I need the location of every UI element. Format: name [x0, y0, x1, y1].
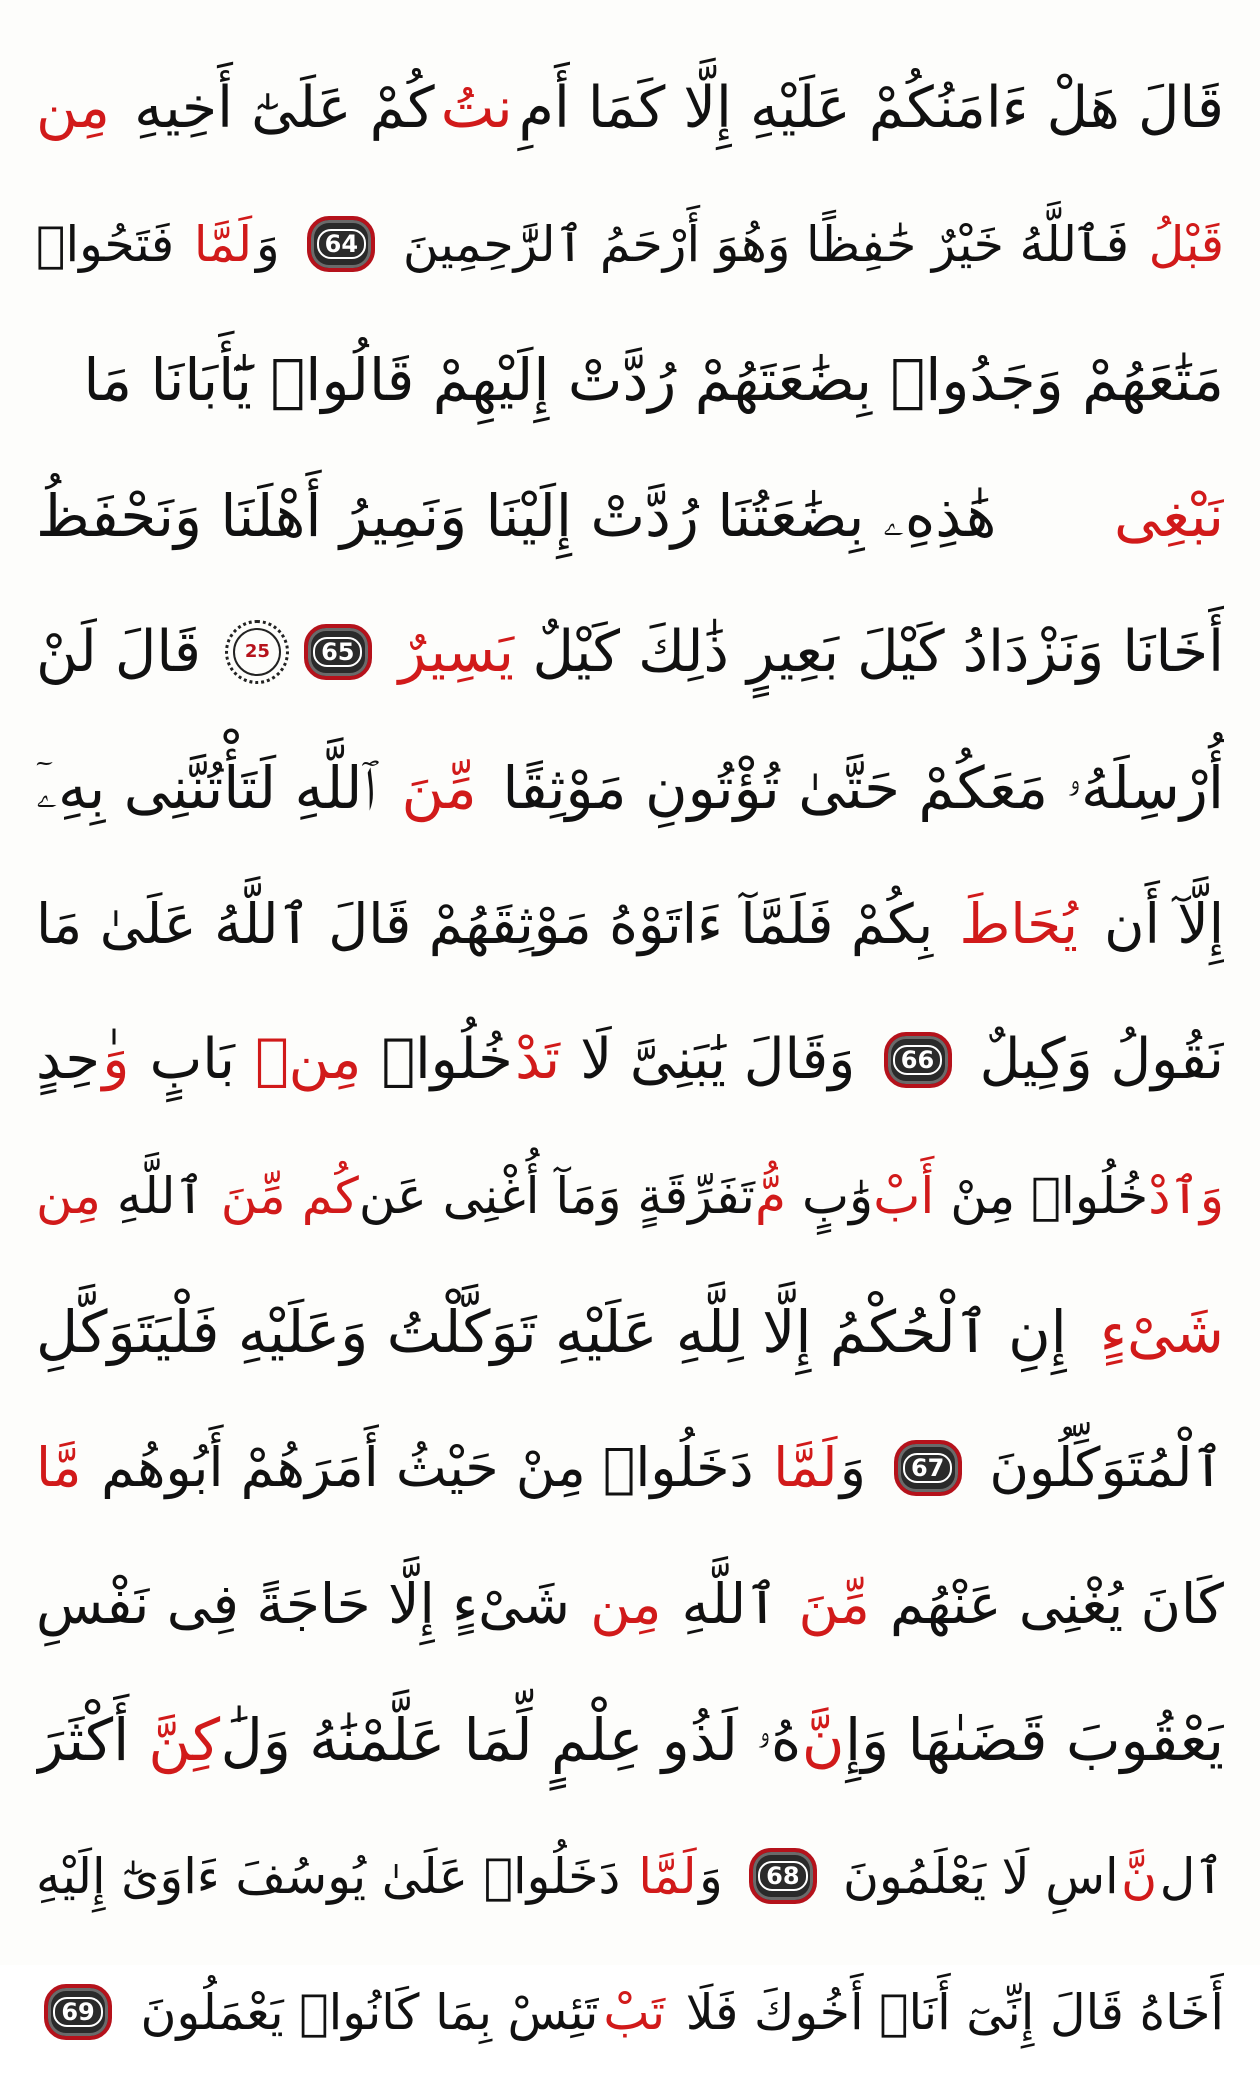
tajweed-highlight: وَ [102, 1027, 130, 1092]
verse-text: أَخَانَا وَنَزْدَادُ كَيْلَ بَعِيرٍ ذَٰلِكَ كَيْلٌ [514, 618, 1224, 685]
tajweed-highlight: تَبْ [603, 1983, 666, 2041]
verse-text: خُلُوا۟ مِنْ [934, 1167, 1149, 1225]
text-line [36, 40, 1224, 176]
verse-text: بَابٍ [131, 1027, 253, 1092]
verse-text: يَعْقُوبَ قَضَىٰهَا وَإِ [845, 1706, 1224, 1774]
tajweed-highlight: نَّ [1121, 1847, 1158, 1905]
verse-text: أُرْسِلَهُۥ مَعَكُمْ حَتَّىٰ تُؤْتُونِ مَوْثِقًا [483, 754, 1224, 822]
tajweed-highlight: كِنَّ [148, 1706, 221, 1774]
text-line [36, 856, 1224, 992]
verse-text: خُلُوا۟ [363, 1027, 513, 1092]
verse-text: ٱللَّهِ [100, 1167, 221, 1225]
verse-text: شَىْءٍ إِلَّا حَاجَةً فِى نَفْسِ [36, 1571, 588, 1636]
text-line [36, 720, 1224, 856]
text-line [36, 1944, 1224, 2080]
verse-text: وَقَالَ يَٰبَنِىَّ لَا [562, 1027, 874, 1092]
verse-text: مَتَٰعَهُمْ وَجَدُوا۟ بِضَٰعَتَهُمْ رُدَّتْ إِلَيْهِمْ قَالُوا۟ يَٰٓأَبَانَا مَا [83, 346, 1224, 414]
ayah-number: 68 [758, 1861, 807, 1891]
verse-text: وَ [699, 1847, 739, 1905]
verse-text: اسِ لَا يَعْلَمُونَ [827, 1847, 1119, 1905]
verse-text: وَ [839, 1436, 884, 1499]
tajweed-highlight: وَٱدْ [1148, 1167, 1224, 1225]
verse-text: وَٰبٍ [786, 1167, 874, 1225]
tajweed-highlight: لَمَّا [773, 1436, 838, 1499]
text-line [36, 448, 1224, 584]
verse-text: وَ [256, 215, 296, 273]
verse-text: فَٱللَّهُ خَيْرٌ حَٰفِظًا وَهُوَ أَرْحَمُ ٱلرَّٰحِمِينَ [387, 215, 1145, 273]
verse-text: تَئِسْ بِمَا كَانُوا۟ يَعْمَلُونَ [124, 1983, 599, 2041]
verse-text [380, 624, 398, 681]
verse-text [286, 1171, 302, 1221]
text-line [36, 1808, 1224, 1944]
text-line [36, 312, 1224, 448]
text-line [36, 1672, 1224, 1808]
tajweed-highlight: مِّنَ [401, 754, 477, 822]
text-line [36, 1128, 1224, 1264]
text-line [36, 1400, 1224, 1536]
text-line [36, 992, 1224, 1128]
ayah-number: 67 [903, 1453, 952, 1483]
ayah-number: 65 [313, 637, 362, 667]
ayah-end-icon [884, 1032, 952, 1088]
verse-text: كُمْ عَلَىٰٓ أَخِيهِ [116, 74, 435, 141]
verse-text: كَانَ يُغْنِى عَنْهُم [872, 1571, 1224, 1636]
tajweed-highlight: نتُ [440, 74, 513, 141]
verse-text: أَكْثَرَ [36, 1706, 148, 1774]
text-line [36, 176, 1224, 312]
tajweed-highlight: نَّ [801, 1706, 845, 1774]
tajweed-highlight: مُّ [755, 1167, 786, 1225]
tajweed-highlight: يَسِيرٌ [398, 618, 514, 685]
tajweed-highlight: مِّنَ [798, 1571, 870, 1636]
quran-text-block [36, 40, 1224, 2041]
tajweed-highlight: مِنۢ [255, 1027, 362, 1092]
verse-text: دَخَلُوا۟ مِنْ حَيْثُ أَمَرَهُمْ أَبُوهُم [83, 1436, 771, 1499]
verse-text: هُۥ لَذُو عِلْمٍ لِّمَا عَلَّمْنَٰهُ وَلَٰ [220, 1706, 802, 1774]
verse-text: إِنِ ٱلْحُكْمُ إِلَّا لِلَّهِ عَلَيْهِ تَوَكَّلْتُ وَعَلَيْهِ فَلْيَتَوَكَّلِ [36, 1298, 1086, 1366]
ayah-number: 66 [893, 1045, 942, 1075]
verse-text: ٱللَّهِ [664, 1571, 796, 1636]
verse-text: أَخَاهُ قَالَ إِنِّىٓ أَنَا۠ أَخُوكَ فَلَا [670, 1983, 1224, 2041]
tajweed-highlight: لَمَّا [193, 215, 253, 273]
verse-text: دَخَلُوا۟ عَلَىٰ يُوسُفَ ءَاوَىٰٓ إِلَيْهِ [36, 1847, 636, 1905]
tajweed-highlight: تَدْ [515, 1027, 561, 1092]
text-line [36, 584, 1224, 720]
tajweed-highlight: لَمَّا [638, 1847, 697, 1905]
tajweed-highlight: مِن [36, 74, 110, 141]
ayah-number: 64 [317, 229, 366, 259]
verse-text: ٱلْمُتَوَكِّلُونَ [972, 1436, 1224, 1499]
ayah-end-icon [44, 1984, 112, 2040]
tajweed-highlight: كُم [301, 1167, 359, 1225]
tajweed-highlight: قَبْلُ [1148, 215, 1224, 273]
text-line [36, 1264, 1224, 1400]
tajweed-highlight: أَبْ [873, 1167, 935, 1225]
verse-text: بِكُمْ فَلَمَّآ ءَاتَوْهُ مَوْثِقَهُمْ قَالَ ٱللَّهُ عَلَىٰ مَا [36, 891, 951, 956]
verse-text: هَٰذِهِۦ بِضَٰعَتُنَا رُدَّتْ إِلَيْنَا وَنَمِيرُ أَهْلَنَا وَنَحْفَظُ [36, 482, 1015, 550]
verse-text: ٱللَّهِ لَتَأْتُنَّنِى بِهِۦٓ [36, 754, 395, 822]
tajweed-highlight: نَبْغِى [1114, 482, 1224, 550]
tajweed-highlight: مِن [590, 1571, 662, 1636]
ayah-end-icon [749, 1848, 817, 1904]
tajweed-highlight: شَىْءٍ [1099, 1298, 1224, 1366]
hizb-number: 25 [244, 641, 270, 662]
verse-text: فَتَحُوا۟ [36, 215, 190, 273]
tajweed-highlight: مَّا [36, 1436, 82, 1499]
ayah-end-icon [894, 1440, 962, 1496]
tajweed-highlight: يُحَاطَ [959, 891, 1078, 956]
verse-text: إِلَّآ أَن [1086, 891, 1224, 956]
rub-el-hizb-icon [225, 620, 289, 684]
verse-text: قَالَ لَنْ [36, 618, 220, 685]
verse-text: ٰحِدٍ [36, 1027, 101, 1092]
tajweed-highlight: مِّنَ [220, 1167, 286, 1225]
verse-text: ٱل [1159, 1847, 1224, 1905]
text-line [36, 1536, 1224, 1672]
verse-text: قَالَ هَلْ ءَامَنُكُمْ عَلَيْهِ إِلَّا كَمَا أَمِ [518, 74, 1224, 141]
verse-text: تَفَرِّقَةٍ وَمَآ أُغْنِى عَن [358, 1167, 755, 1225]
tajweed-highlight: مِن [36, 1167, 101, 1225]
ayah-end-icon [304, 624, 372, 680]
verse-text: نَقُولُ وَكِيلٌ [961, 1027, 1224, 1092]
ayah-end-icon [307, 216, 375, 272]
ayah-number: 69 [53, 1997, 102, 2027]
